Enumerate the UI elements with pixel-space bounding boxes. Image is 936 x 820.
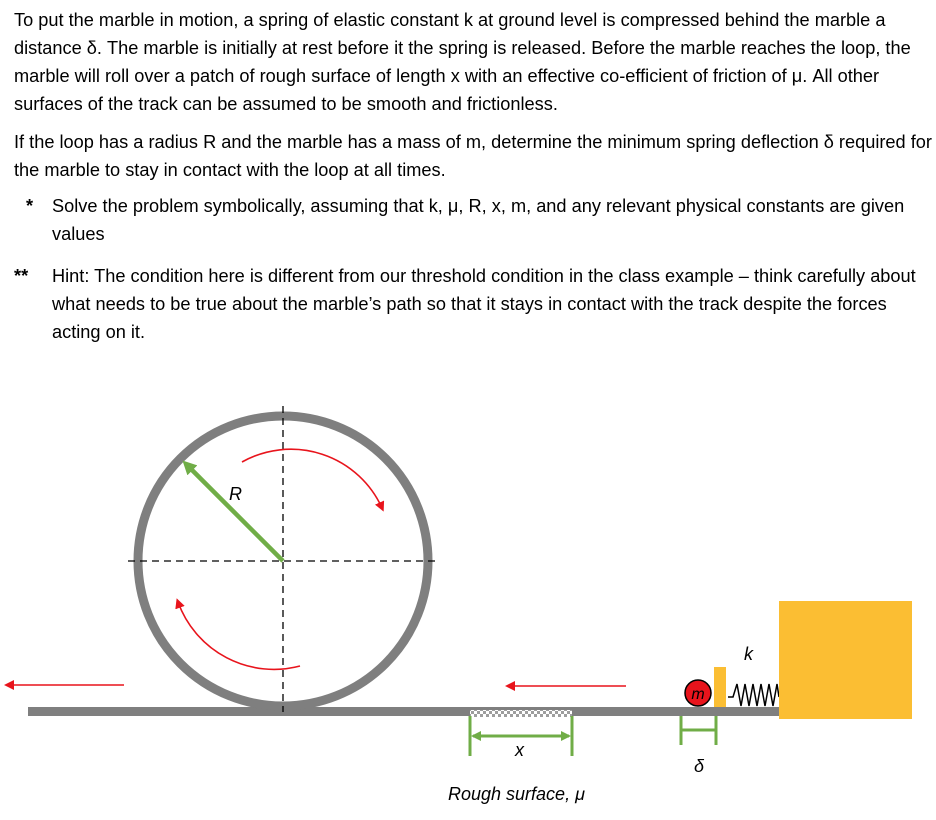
note-1-marker: * [26,196,34,216]
spring-label: k [744,644,753,664]
rotation-arrow-top [242,449,382,508]
note-2-marker: ** [14,266,29,286]
problem-paragraph-2: If the loop has a radius R and the marble has a mass of m, determine the minimum spring deflection δ required for the marble to stay in contact with the loop at all times. [14,132,932,180]
rough-surface-caption: Rough surface, μ [448,784,585,804]
radius-label: R [229,484,242,504]
ground-track [28,707,780,716]
note-2-text: Hint: The condition here is different from our threshold condition in the class example – think carefully about what needs to be true about the marble’s path so that it stays in contact with the track despite the forces acting on it. [52,266,916,342]
marble-label: m [691,686,705,703]
rough-surface-patch [470,710,572,717]
wall-block [779,601,912,719]
rough-length-label: x [515,740,524,760]
spring-plate [714,667,726,707]
deflection-label: δ [694,756,705,776]
spring [728,684,779,706]
radius-arrow [186,464,283,561]
note-1-text: Solve the problem symbolically, assuming that k, μ, R, x, m, and any relevant physical constants are given values [52,196,905,244]
rotation-arrow-bottom [178,602,300,669]
problem-paragraph-1: To put the marble in motion, a spring of elastic constant k at ground level is compressed behind the marble a distance δ. The marble is initially at rest before it the spring is released. Before the marble reaches the loop, the marble will roll over a patch of rough surface of length x with an effective co-efficient of friction of μ. All other surfaces of the track can be assumed to be smooth and frictionless. [14,10,911,114]
